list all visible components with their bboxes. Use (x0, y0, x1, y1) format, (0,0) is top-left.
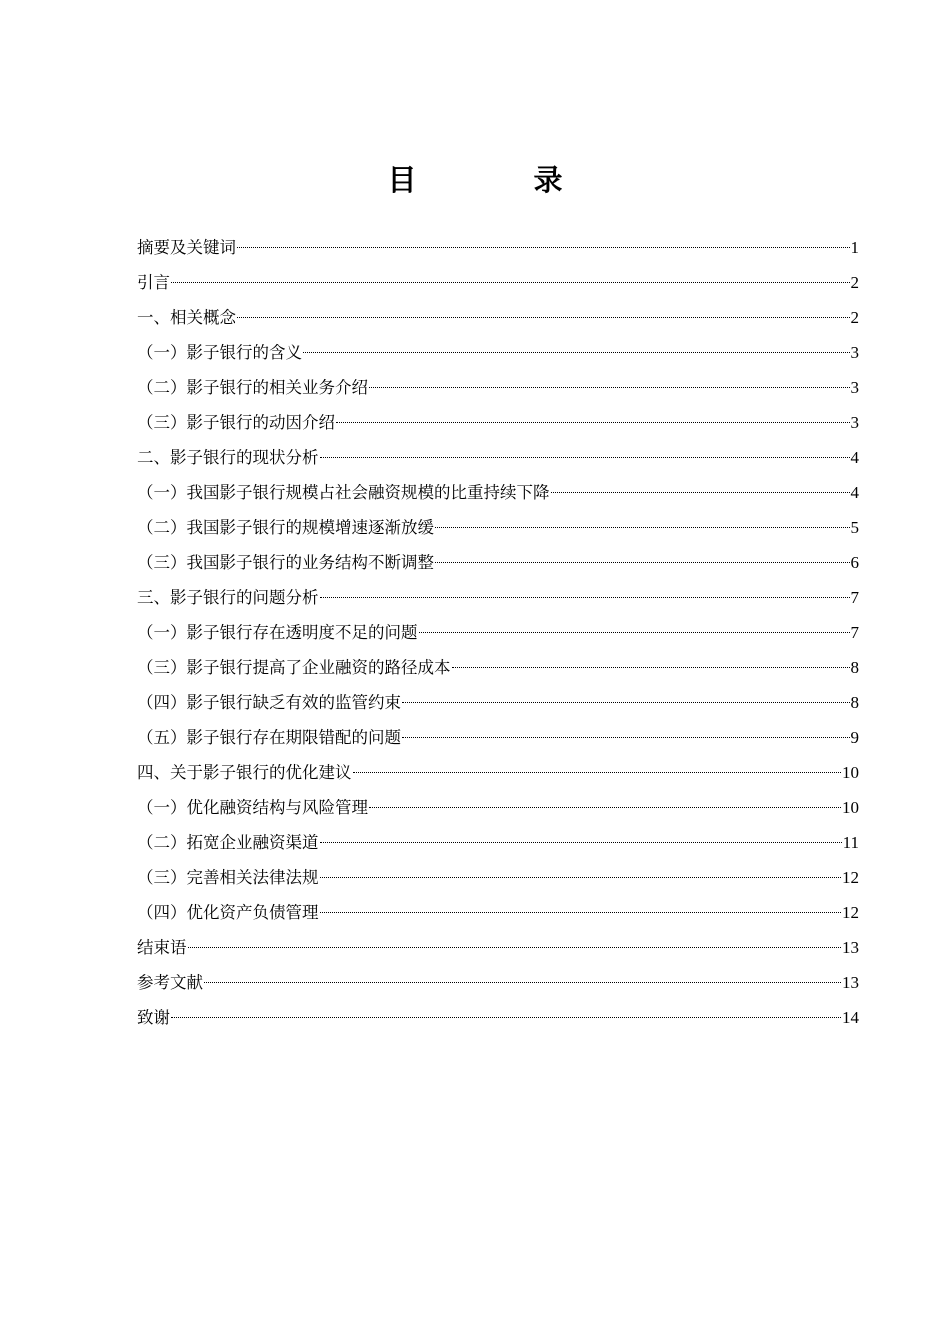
toc-page-number: 11 (842, 833, 859, 852)
dot-leader (435, 527, 850, 528)
toc-entry (137, 900, 859, 935)
dot-leader (320, 457, 850, 458)
toc-entry (137, 480, 859, 515)
toc-entry (137, 340, 859, 375)
dot-leader (320, 842, 842, 843)
toc-page-number: 13 (842, 938, 859, 957)
toc-entry-text: 结束语 (137, 938, 187, 957)
toc-entry-text: （三）我国影子银行的业务结构不断调整 (137, 553, 434, 572)
dot-leader (435, 562, 850, 563)
toc-entry (137, 935, 859, 970)
toc-title: 目 录 (387, 163, 607, 197)
dot-leader (402, 737, 850, 738)
dot-leader (402, 702, 850, 703)
toc-entry-text: （一）影子银行存在透明度不足的问题 (137, 623, 418, 642)
toc-entry (137, 970, 859, 1005)
toc-entry (137, 515, 859, 550)
toc-list (137, 235, 859, 1040)
toc-page-number: 8 (850, 693, 859, 712)
toc-page-number: 12 (842, 868, 859, 887)
toc-entry-text: （三）影子银行提高了企业融资的路径成本 (137, 658, 451, 677)
dot-leader (353, 772, 842, 773)
toc-page-number: 10 (842, 763, 859, 782)
toc-page-number: 12 (842, 903, 859, 922)
toc-page-number: 8 (850, 658, 859, 677)
toc-page-number: 3 (850, 343, 859, 362)
toc-entry-text: （二）影子银行的相关业务介绍 (137, 378, 368, 397)
toc-entry (137, 795, 859, 830)
toc-entry (137, 550, 859, 585)
toc-entry-text: 二、影子银行的现状分析 (137, 448, 319, 467)
toc-page-number: 5 (850, 518, 859, 537)
toc-entry-text: （三）完善相关法律法规 (137, 868, 319, 887)
toc-entry-text: （一）我国影子银行规模占社会融资规模的比重持续下降 (137, 483, 550, 502)
dot-leader (369, 387, 850, 388)
toc-page-number: 2 (850, 308, 859, 327)
toc-entry (137, 690, 859, 725)
toc-page-number: 6 (850, 553, 859, 572)
toc-entry-text: （二）拓宽企业融资渠道 (137, 833, 319, 852)
toc-entry-text: 摘要及关键词 (137, 238, 236, 257)
toc-entry-text: 三、影子银行的问题分析 (137, 588, 319, 607)
toc-entry-text: （一）优化融资结构与风险管理 (137, 798, 368, 817)
toc-entry-text: （四）优化资产负债管理 (137, 903, 319, 922)
toc-entry-text: （四）影子银行缺乏有效的监管约束 (137, 693, 401, 712)
dot-leader (419, 632, 850, 633)
toc-page-number: 7 (850, 623, 859, 642)
toc-entry (137, 410, 859, 445)
dot-leader (320, 912, 842, 913)
dot-leader (237, 317, 850, 318)
toc-entry-text: 四、关于影子银行的优化建议 (137, 763, 352, 782)
toc-entry-text: （三）影子银行的动因介绍 (137, 413, 335, 432)
toc-entry-text: 引言 (137, 273, 170, 292)
dot-leader (204, 982, 841, 983)
dot-leader (303, 352, 850, 353)
toc-entry-text: 一、相关概念 (137, 308, 236, 327)
toc-entry-text: （五）影子银行存在期限错配的问题 (137, 728, 401, 747)
toc-entry (137, 655, 859, 690)
toc-entry-text: （一）影子银行的含义 (137, 343, 302, 362)
dot-leader (336, 422, 850, 423)
dot-leader (188, 947, 842, 948)
toc-entry-text: 致谢 (137, 1008, 170, 1027)
toc-entry (137, 1005, 859, 1040)
dot-leader (452, 667, 850, 668)
dot-leader (369, 807, 841, 808)
toc-page-number: 2 (850, 273, 859, 292)
toc-page-number: 13 (842, 973, 859, 992)
toc-entry (137, 830, 859, 865)
toc-page-number: 9 (850, 728, 859, 747)
dot-leader (320, 877, 842, 878)
dot-leader (237, 247, 850, 248)
toc-entry (137, 620, 859, 655)
dot-leader (320, 597, 850, 598)
toc-entry (137, 865, 859, 900)
toc-entry (137, 585, 859, 620)
toc-entry (137, 725, 859, 760)
toc-page-number: 1 (850, 238, 859, 257)
toc-page-number: 4 (850, 483, 859, 502)
toc-entry-text: （二）我国影子银行的规模增速逐渐放缓 (137, 518, 434, 537)
toc-entry (137, 760, 859, 795)
dot-leader (551, 492, 850, 493)
toc-entry (137, 235, 859, 270)
toc-entry (137, 445, 859, 480)
dot-leader (171, 282, 850, 283)
toc-page-number: 7 (850, 588, 859, 607)
toc-entry (137, 270, 859, 305)
toc-page-number: 14 (842, 1008, 859, 1027)
toc-page-number: 3 (850, 413, 859, 432)
toc-entry (137, 375, 859, 410)
toc-page-number: 4 (850, 448, 859, 467)
dot-leader (171, 1017, 841, 1018)
toc-entry-text: 参考文献 (137, 973, 203, 992)
toc-page-number: 10 (842, 798, 859, 817)
toc-entry (137, 305, 859, 340)
toc-page-number: 3 (850, 378, 859, 397)
